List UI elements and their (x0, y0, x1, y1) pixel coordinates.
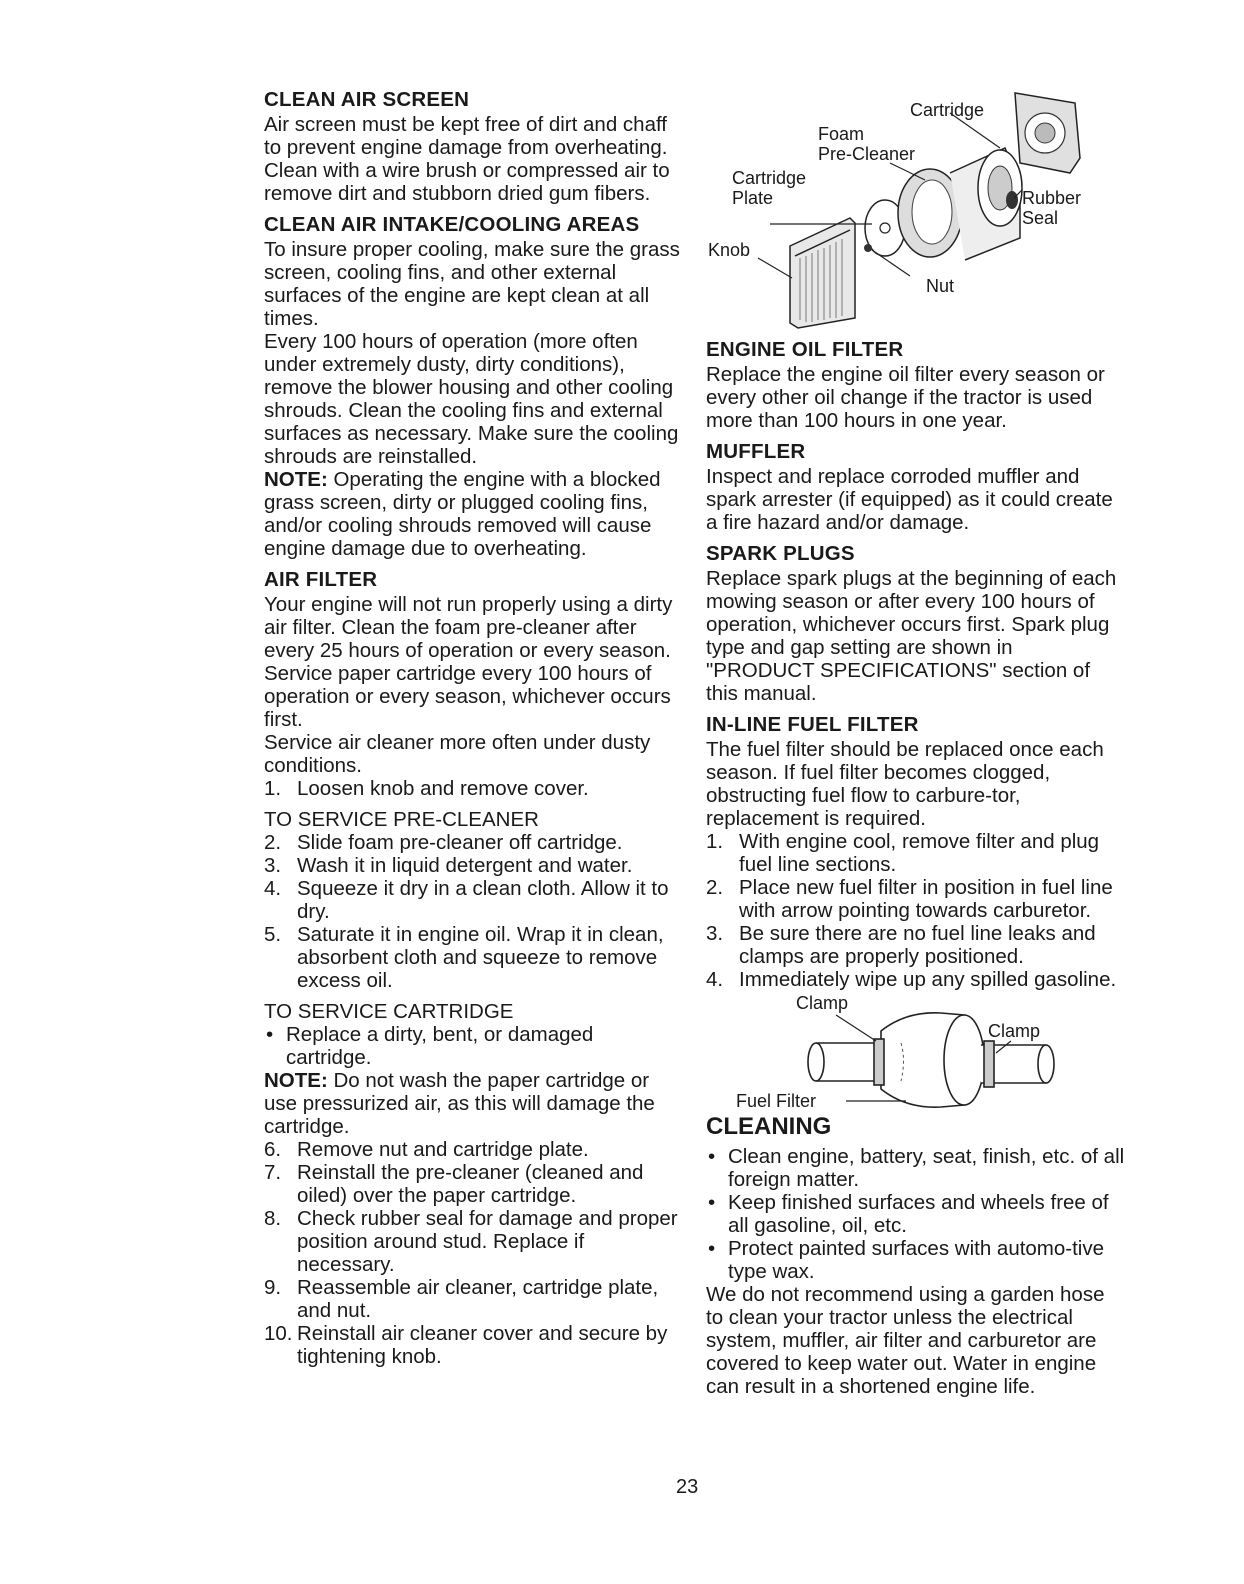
list-item: 3. Be sure there are no fuel line leaks and clamps are properly positioned. (706, 922, 1096, 968)
intake-note (264, 468, 684, 560)
precleaner-step-list (264, 831, 684, 992)
knob-label: Knob (708, 240, 751, 260)
oil-filter-body: Replace the engine oil filter every season or every other oil change if the tractor is used more than 100 hours in one year. (706, 363, 1105, 432)
note-label: NOTE: (264, 1069, 328, 1092)
right-column (706, 338, 1126, 1398)
note-label: NOTE: (264, 468, 328, 491)
cartridge-label: Cartridge (910, 100, 985, 120)
fuel-filter-step-list (706, 830, 1126, 991)
cartridge-bullet-list (264, 1023, 684, 1069)
list-item: 5. Saturate it in engine oil. Wrap it in clean, absorbent cloth and squeeze to remove excess oil. (264, 923, 664, 992)
list-item: 1. Loosen knob and remove cover. (264, 777, 589, 800)
intake-paragraph-2: Every 100 hours of operation (more often under extremely dusty, dirty conditions), remove the blower housing and other cooling shrouds. Clean the cooling fins and external surfaces as necessary. Make sure the cooling shrouds are reinstalled. (264, 330, 679, 468)
clamp-right (984, 1041, 994, 1087)
pre-cleaner-label: Pre-Cleaner (818, 144, 916, 164)
list-item: • Replace a dirty, bent, or damaged cartridge. (264, 1023, 684, 1069)
left-column (264, 88, 684, 1368)
spark-plugs-body: Replace spark plugs at the beginning of each mowing season or after every 100 hours of operation, whichever occurs first. Spark plug type and gap setting are shown in "PRODUCT SPECIFICATIONS" section of this manual. (706, 567, 1117, 705)
cartridge-plate-label-1: Cartridge (732, 168, 807, 188)
cleaning-body: We do not recommend using a garden hose to clean your tractor unless the electrical system, muffler, air filter and carburetor are covered to keep water out. Water in engine can result in a shortened engine life. (706, 1283, 1105, 1398)
cartridge-subheading: TO SERVICE CARTRIDGE (264, 1000, 514, 1023)
fuel-filter-label: Fuel Filter (736, 1091, 817, 1111)
clamp-right-label: Clamp (988, 1021, 1041, 1041)
list-item: 2. Place new fuel filter in position in fuel line with arrow pointing towards carburetor. (706, 876, 1113, 922)
fuel-filter-body: The fuel filter should be replaced once each season. If fuel filter becomes clogged, obstructing fuel flow to carbure-tor, replacement is required. (706, 738, 1104, 830)
list-item: 1. With engine cool, remove filter and plug fuel line sections. (706, 830, 1100, 876)
precleaner-subheading: TO SERVICE PRE-CLEANER (264, 808, 539, 831)
air-filter-step-list (264, 777, 684, 800)
cleaning-heading: CLEANING (706, 1113, 832, 1140)
list-item: 8. Check rubber seal for damage and proper position around stud. Replace if necessary. (264, 1207, 678, 1276)
nut (864, 244, 872, 252)
air-filter-paragraph-1: Your engine will not run properly using a dirty air filter. Clean the foam pre-cleaner after every 25 hours of operation or every season. Service paper cartridge every 100 hours of operation or every season, whichever occurs first. (264, 593, 673, 731)
muffler-heading: MUFFLER (706, 440, 806, 463)
spark-plugs-heading: SPARK PLUGS (706, 542, 855, 565)
final-step-list (264, 1138, 684, 1368)
nut-label: Nut (926, 276, 955, 296)
list-item: 4. Squeeze it dry in a clean cloth. Allow it to dry. (264, 877, 669, 923)
list-item: 7. Reinstall the pre-cleaner (cleaned and oiled) over the paper cartridge. (264, 1161, 644, 1207)
foam-label: Foam (818, 124, 865, 144)
seal-label: Seal (1022, 208, 1059, 228)
note-text: Operating the engine with a blocked grass screen, dirty or plugged cooling fins, and/or cooling shrouds removed will cause engine damage due to overheating. (264, 468, 661, 560)
muffler-body: Inspect and replace corroded muffler and spark arrester (if equipped) as it could create a fire hazard and/or damage. (706, 465, 1113, 534)
intake-paragraph-1: To insure proper cooling, make sure the grass screen, cooling fins, and other external surfaces of the engine are kept clean at all times. (264, 238, 680, 330)
rubber-label: Rubber (1022, 188, 1082, 208)
list-item: 2. Slide foam pre-cleaner off cartridge. (264, 831, 623, 854)
list-item: 10. Reinstall air cleaner cover and secure by tightening knob. (264, 1322, 668, 1368)
air-screen-heading: CLEAN AIR SCREEN (264, 88, 470, 111)
air-cleaner-figure (700, 88, 1120, 333)
fuel-filter-figure (706, 993, 1126, 1111)
rubber-seal (1006, 191, 1018, 209)
list-item: • Keep finished surfaces and wheels free of all gasoline, oil, etc. (706, 1191, 1126, 1237)
list-item: • Clean engine, battery, seat, finish, etc. of all foreign matter. (706, 1145, 1126, 1191)
oil-filter-heading: ENGINE OIL FILTER (706, 338, 904, 361)
intake-heading: CLEAN AIR INTAKE/COOLING AREAS (264, 213, 640, 236)
knob-cover (790, 218, 855, 328)
list-item: 6. Remove nut and cartridge plate. (264, 1138, 589, 1161)
list-item: 9. Reassemble air cleaner, cartridge plate, and nut. (264, 1276, 659, 1322)
cartridge-plate-label-2: Plate (732, 188, 774, 208)
cleaning-bullet-list (706, 1145, 1126, 1283)
fuel-filter-heading: IN-LINE FUEL FILTER (706, 713, 919, 736)
cartridge-note (264, 1069, 684, 1138)
air-filter-paragraph-2: Service air cleaner more often under dusty conditions. (264, 731, 651, 777)
air-screen-body: Air screen must be kept free of dirt and chaff to prevent engine damage from overheating. Clean with a wire brush or compressed air to remove dirt and stubborn dried gum fibers. (264, 113, 670, 205)
note-text: Do not wash the paper cartridge or use pressurized air, as this will damage the cartridge. (264, 1069, 655, 1138)
list-item: 3. Wash it in liquid detergent and water. (264, 854, 633, 877)
air-filter-heading: AIR FILTER (264, 568, 378, 591)
filter-end (944, 1015, 984, 1105)
clamp-left (874, 1039, 884, 1085)
list-item: • Protect painted surfaces with automo-tive type wax. (706, 1237, 1126, 1283)
list-item: 4. Immediately wipe up any spilled gasoline. (706, 968, 1117, 991)
clamp-left-label: Clamp (796, 993, 849, 1013)
page-number: 23 (676, 1476, 699, 1498)
